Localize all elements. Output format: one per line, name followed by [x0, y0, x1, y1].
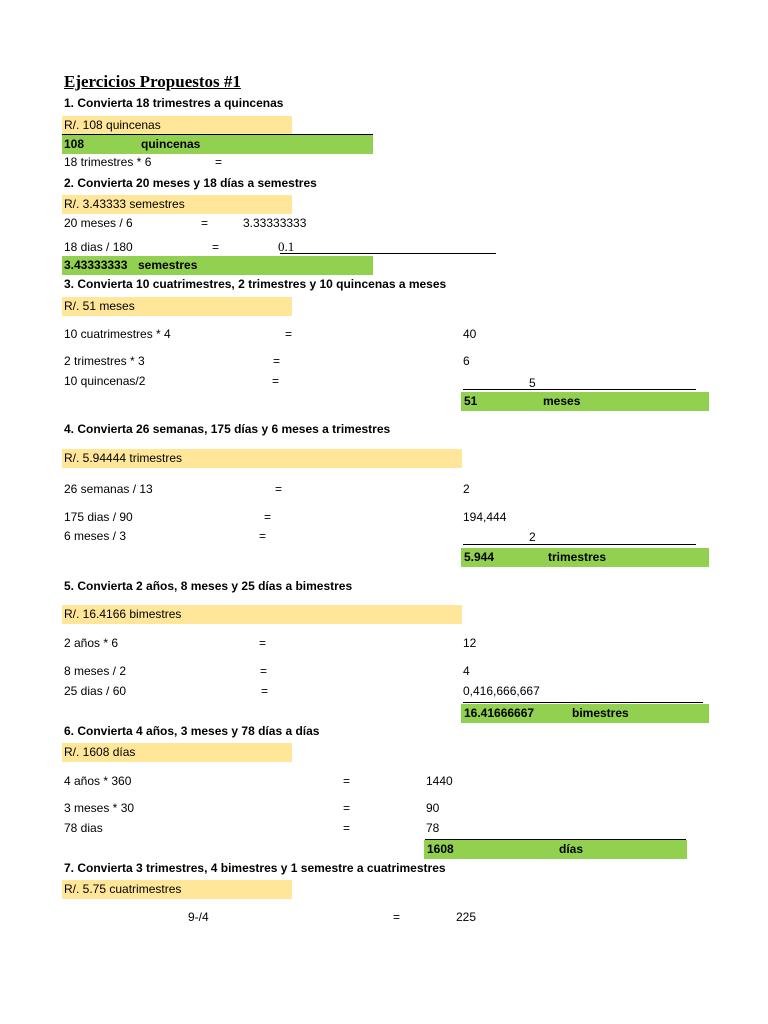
ex5-line1-value: 12 — [463, 636, 477, 650]
ex7-line1-value: 225 — [456, 910, 477, 924]
ex5-line1-eq: = — [259, 636, 267, 650]
ex2-sum-line — [280, 253, 496, 254]
ex2-line1: 20 meses / 6 — [64, 216, 133, 230]
ex3-result-value: 51 — [464, 394, 478, 408]
ex1-question: 1. Convierta 18 trimestres a quincenas — [64, 96, 284, 110]
ex5-line2: 8 meses / 2 — [64, 664, 127, 678]
ex5-result-value: 16.41666667 — [464, 706, 535, 720]
ex6-line2: 3 meses * 30 — [64, 801, 135, 815]
ex2-result-unit: semestres — [138, 258, 198, 272]
ex3-question: 3. Convierta 10 cuatrimestres, 2 trimestres y 10 quincenas a meses — [64, 277, 447, 291]
ex3-line3: 10 quincenas/2 — [64, 374, 146, 388]
ex7-line1-eq: = — [393, 910, 401, 924]
ex7-question: 7. Convierta 3 trimestres, 4 bimestres y 1 semestre a cuatrimestres — [64, 861, 446, 875]
ex1-result-unit: quincenas — [141, 137, 201, 151]
ex3-line2-eq: = — [273, 354, 281, 368]
ex3-line1: 10 cuatrimestres * 4 — [64, 327, 171, 341]
ex3-line1-eq: = — [285, 327, 293, 341]
ex3-result-unit: meses — [543, 394, 581, 408]
ex6-line1: 4 años * 360 — [64, 774, 132, 788]
ex4-line2: 175 dias / 90 — [64, 510, 133, 524]
ex4-answer: R/. 5.94444 trimestres — [64, 451, 183, 465]
ex4-line1-eq: = — [275, 482, 283, 496]
ex5-question: 5. Convierta 2 años, 8 meses y 25 días a bimestres — [64, 579, 353, 593]
ex6-result-value: 1608 — [427, 842, 454, 856]
ex6-line3: 78 dias — [64, 821, 103, 835]
ex6-result-band — [424, 840, 687, 859]
ex2-result-value: 3.43333333 — [64, 258, 128, 272]
ex4-line3-eq: = — [259, 529, 267, 543]
ex3-line2-value: 6 — [463, 354, 470, 368]
ex2-line2-eq: = — [212, 240, 220, 254]
ex5-answer: R/. 16.4166 bimestres — [64, 607, 182, 621]
ex2-line1-value: 3.33333333 — [243, 216, 307, 230]
ex3-result-band — [461, 392, 709, 411]
ex2-line2: 18 dias / 180 — [64, 240, 133, 254]
ex6-question: 6. Convierta 4 años, 3 meses y 78 días a días — [64, 724, 320, 738]
ex3-line2: 2 trimestres * 3 — [64, 354, 145, 368]
page-title: Ejercicios Propuestos #1 — [64, 72, 241, 91]
ex4-result-value: 5.944 — [464, 550, 495, 564]
ex6-line3-eq: = — [343, 821, 351, 835]
ex6-line2-eq: = — [343, 801, 351, 815]
ex2-answer: R/. 3.43333 semestres — [64, 197, 185, 211]
ex4-line1: 26 semanas / 13 — [64, 482, 153, 496]
ex6-answer: R/. 1608 días — [64, 745, 136, 759]
ex3-line3-value: 5 — [529, 376, 536, 390]
ex1-line1: 18 trimestres * 6 — [64, 155, 152, 169]
ex1-line1-eq: = — [215, 155, 223, 169]
ex1-result-band — [62, 135, 373, 154]
ex2-question: 2. Convierta 20 meses y 18 días a semestres — [64, 176, 317, 190]
ex5-line3-eq: = — [261, 684, 269, 698]
ex4-result-unit: trimestres — [548, 550, 607, 564]
ex5-sum-line — [463, 702, 703, 703]
ex1-result-value: 108 — [64, 137, 85, 151]
ex5-line2-value: 4 — [463, 664, 470, 678]
ex4-line2-eq: = — [264, 510, 272, 524]
ex5-line1: 2 años * 6 — [64, 636, 119, 650]
ex4-line3: 6 meses / 3 — [64, 529, 127, 543]
ex7-line1: 9-/4 — [188, 910, 209, 924]
ex2-line1-eq: = — [201, 216, 209, 230]
ex4-line3-value: 2 — [529, 530, 536, 544]
ex1-answer: R/. 108 quincenas — [64, 118, 161, 132]
ex6-line2-value: 90 — [426, 801, 440, 815]
ex6-line3-value: 78 — [426, 821, 440, 835]
ex3-line1-value: 40 — [463, 327, 477, 341]
ex4-line2-value: 194,444 — [463, 510, 507, 524]
ex3-sum-line — [463, 389, 696, 390]
ex6-line1-value: 1440 — [426, 774, 453, 788]
ex5-result-unit: bimestres — [572, 706, 629, 720]
ex6-result-unit: días — [559, 842, 584, 856]
ex6-line1-eq: = — [343, 774, 351, 788]
ex4-question: 4. Convierta 26 semanas, 175 días y 6 meses a trimestres — [64, 422, 391, 436]
ex2-line2-value: 0.1 — [278, 239, 295, 254]
ex3-answer: R/. 51 meses — [64, 299, 135, 313]
ex7-answer: R/. 5.75 cuatrimestres — [64, 882, 182, 896]
ex4-line1-value: 2 — [463, 482, 470, 496]
ex4-sum-line — [463, 544, 696, 545]
ex5-line3-value: 0,416,666,667 — [463, 684, 540, 698]
ex5-line3: 25 dias / 60 — [64, 684, 127, 698]
ex3-line3-eq: = — [272, 374, 280, 388]
ex5-line2-eq: = — [260, 664, 268, 678]
